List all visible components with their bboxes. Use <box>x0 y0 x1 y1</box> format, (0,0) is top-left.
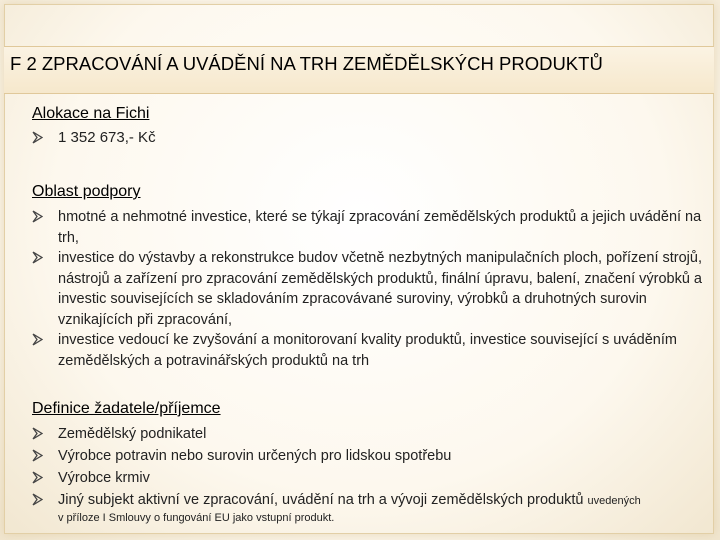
applicant-item-text: Výrobce krmiv <box>58 470 150 486</box>
applicant-heading: Definice žadatele/příjemce <box>32 400 221 417</box>
arrow-bullet-icon <box>32 210 44 224</box>
support-heading: Oblast podpory <box>32 183 141 200</box>
applicant-item-text: Výrobce potravin nebo surovin určených pro lidskou spotřebu <box>58 448 452 464</box>
support-item-text: investice do výstavby a rekonstrukce budov včetně nezbytných manipulačních ploch, pořízení strojů, nástrojů a zařízení pro zpracování zemědělských produktů, finální úpravu, balení, značení výrobků a investic souvisejících se skladováním zpracovávané suroviny, výrobků a druhotných surovin vznikajících při zpracování, <box>58 250 702 328</box>
arrow-bullet-icon <box>32 471 44 485</box>
support-item-text: hmotné a nehmotné investice, které se týkají zpracování zemědělských produktů a jejich uvádění na trh, <box>58 209 702 246</box>
slide-title: F 2 ZPRACOVÁNÍ A UVÁDĚNÍ NA TRH ZEMĚDĚLSKÝCH PRODUKTŮ <box>10 53 603 74</box>
arrow-bullet-icon <box>32 251 44 265</box>
applicant-item-text <box>58 490 712 512</box>
applicant-last-small: uvedených <box>587 495 641 507</box>
applicant-last-main: Jiný subjekt aktivní ve zpracování, uvádění na trh a vývoji zemědělských produktů <box>58 492 584 508</box>
support-item-text: investice vedoucí ke zvyšování a monitorovaní kvality produktů, investice související s uváděním zemědělských a potravinářských produktů na trh <box>58 332 677 369</box>
arrow-bullet-icon <box>32 131 44 145</box>
arrow-bullet-icon <box>32 333 44 347</box>
applicant-last-small-continued: v příloze I Smlouvy o fungování EU jako vstupní produkt. <box>58 512 335 524</box>
arrow-bullet-icon <box>32 449 44 463</box>
allocation-amount: 1 352 673,- Kč <box>58 129 156 146</box>
arrow-bullet-icon <box>32 493 44 507</box>
applicant-item-text: Zemědělský podnikatel <box>58 426 207 442</box>
arrow-bullet-icon <box>32 427 44 441</box>
allocation-heading: Alokace na Fichi <box>32 105 150 122</box>
